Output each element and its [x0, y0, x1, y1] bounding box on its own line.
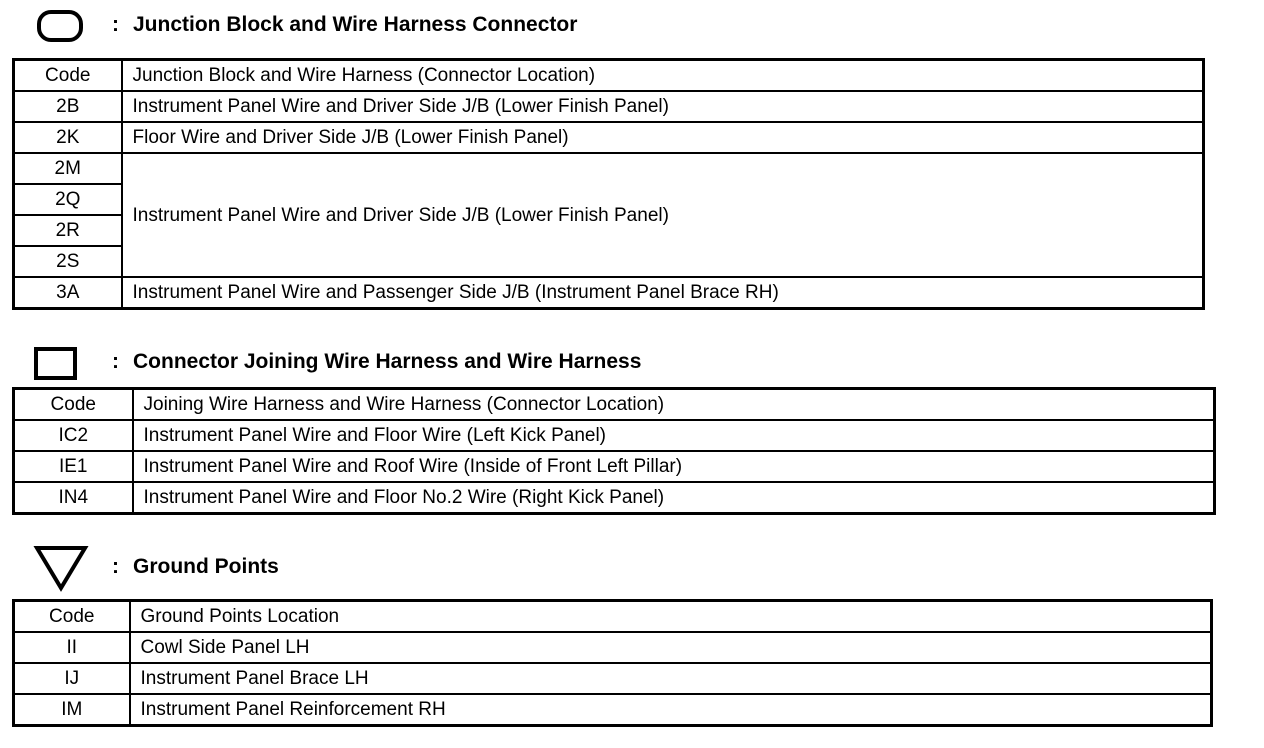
row-code: IC2	[14, 420, 133, 451]
row-desc: Instrument Panel Wire and Driver Side J/B (Lower Finish Panel)	[122, 91, 1204, 122]
title-colon: :	[112, 350, 119, 373]
table-row	[14, 122, 1204, 153]
rounded-rectangle-icon	[36, 9, 86, 43]
row-code: 2K	[14, 122, 122, 153]
row-code: 2R	[14, 215, 122, 246]
table-row	[14, 694, 1212, 726]
row-desc: Instrument Panel Wire and Passenger Side J/B (Instrument Panel Brace RH)	[122, 277, 1204, 309]
triangle-down-icon	[33, 544, 89, 592]
row-code: 2Q	[14, 184, 122, 215]
table-header-row	[14, 601, 1212, 633]
row-desc: Instrument Panel Wire and Floor No.2 Wire (Right Kick Panel)	[133, 482, 1215, 514]
table-header-row	[14, 389, 1215, 421]
row-desc: Instrument Panel Reinforcement RH	[130, 694, 1212, 726]
table-row	[14, 153, 1204, 184]
row-code: IJ	[14, 663, 130, 694]
row-desc: Instrument Panel Brace LH	[130, 663, 1212, 694]
table-row	[14, 420, 1215, 451]
row-desc: Instrument Panel Wire and Roof Wire (Inside of Front Left Pillar)	[133, 451, 1215, 482]
header-desc: Joining Wire Harness and Wire Harness (Connector Location)	[133, 389, 1215, 421]
row-code: II	[14, 632, 130, 663]
row-code: 2M	[14, 153, 122, 184]
header-desc: Junction Block and Wire Harness (Connector Location)	[122, 60, 1204, 92]
section-title-connector-joining	[112, 351, 641, 372]
title-colon: :	[112, 13, 119, 36]
row-code: 2B	[14, 91, 122, 122]
table-header-row	[14, 60, 1204, 92]
row-desc-merged: Instrument Panel Wire and Driver Side J/B (Lower Finish Panel)	[122, 153, 1204, 277]
section-title-ground-points	[112, 556, 279, 577]
rectangle-icon	[33, 346, 79, 382]
row-desc: Floor Wire and Driver Side J/B (Lower Finish Panel)	[122, 122, 1204, 153]
ground-points-table	[12, 599, 1213, 727]
row-code: IM	[14, 694, 130, 726]
section-title-text: Connector Joining Wire Harness and Wire Harness	[133, 350, 642, 373]
section-title-junction-block	[112, 14, 577, 35]
table-row	[14, 663, 1212, 694]
section-title-text: Ground Points	[133, 555, 279, 578]
row-code: IN4	[14, 482, 133, 514]
header-code: Code	[14, 389, 133, 421]
table-row	[14, 632, 1212, 663]
header-code: Code	[14, 601, 130, 633]
header-desc: Ground Points Location	[130, 601, 1212, 633]
connector-joining-table	[12, 387, 1216, 515]
table-row	[14, 91, 1204, 122]
junction-block-table	[12, 58, 1205, 310]
table-row	[14, 482, 1215, 514]
table-row	[14, 451, 1215, 482]
row-code: IE1	[14, 451, 133, 482]
row-code: 3A	[14, 277, 122, 309]
row-desc: Cowl Side Panel LH	[130, 632, 1212, 663]
section-title-text: Junction Block and Wire Harness Connector	[133, 13, 578, 36]
header-code: Code	[14, 60, 122, 92]
row-desc: Instrument Panel Wire and Floor Wire (Left Kick Panel)	[133, 420, 1215, 451]
title-colon: :	[112, 555, 119, 578]
row-code: 2S	[14, 246, 122, 277]
table-row	[14, 277, 1204, 309]
